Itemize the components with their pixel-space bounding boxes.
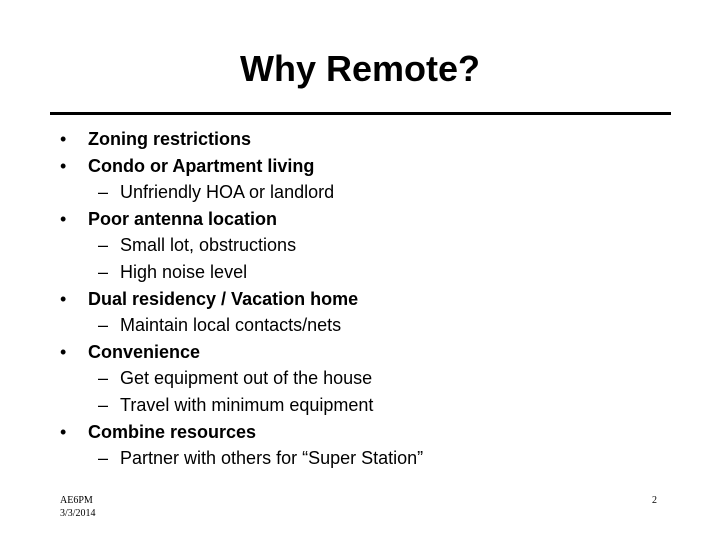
list-item	[0, 206, 720, 233]
sub-list-item-text: Get equipment out of the house	[120, 368, 373, 389]
footer-date: 3/3/2014	[60, 508, 96, 519]
sub-list-item	[0, 312, 720, 339]
list-item-text: Condo or Apartment living	[88, 155, 315, 176]
list-item-text: Dual residency / Vacation home	[88, 288, 359, 309]
dash-icon: –	[98, 448, 109, 469]
dash-icon: –	[98, 235, 109, 256]
list-item-text: Zoning restrictions	[88, 129, 252, 149]
sub-list-item	[0, 392, 720, 419]
list-item	[0, 126, 720, 153]
bullet-icon: •	[60, 288, 67, 309]
slide-title: Why Remote?	[239, 48, 480, 89]
page-number: 2	[652, 495, 657, 506]
sub-list-item-text: Small lot, obstructions	[120, 235, 297, 256]
sub-list-item-text: High noise level	[120, 261, 248, 282]
list-item	[0, 286, 720, 313]
bullet-icon: •	[60, 421, 67, 442]
sub-list-item-text: Partner with others for “Super Station”	[120, 448, 424, 469]
list-item-text: Combine resources	[88, 421, 257, 442]
list-item-text: Poor antenna location	[88, 208, 278, 229]
list-item	[0, 339, 720, 366]
bullet-icon: •	[60, 129, 67, 149]
bullet-icon: •	[60, 341, 67, 362]
sub-list-item	[0, 445, 720, 472]
dash-icon: –	[98, 315, 109, 336]
footer-info	[60, 494, 96, 520]
dash-icon: –	[98, 368, 109, 389]
title-divider	[50, 112, 671, 115]
sub-list-item	[0, 179, 720, 206]
list-item-text: Convenience	[88, 341, 201, 362]
footer-callsign: AE6PM	[60, 495, 93, 506]
sub-list-item-text: Maintain local contacts/nets	[120, 315, 342, 336]
sub-list-item	[0, 259, 720, 286]
sub-list-item-text: Travel with minimum equipment	[120, 394, 374, 415]
sub-list-item-text: Unfriendly HOA or landlord	[120, 182, 335, 203]
list-item	[0, 153, 720, 180]
dash-icon: –	[98, 261, 109, 282]
sub-list-item	[0, 232, 720, 259]
bullet-icon: •	[60, 208, 67, 229]
dash-icon: –	[98, 394, 109, 415]
bullet-list	[0, 126, 720, 472]
dash-icon: –	[98, 182, 109, 203]
list-item	[0, 419, 720, 446]
bullet-icon: •	[60, 155, 67, 176]
sub-list-item	[0, 365, 720, 392]
